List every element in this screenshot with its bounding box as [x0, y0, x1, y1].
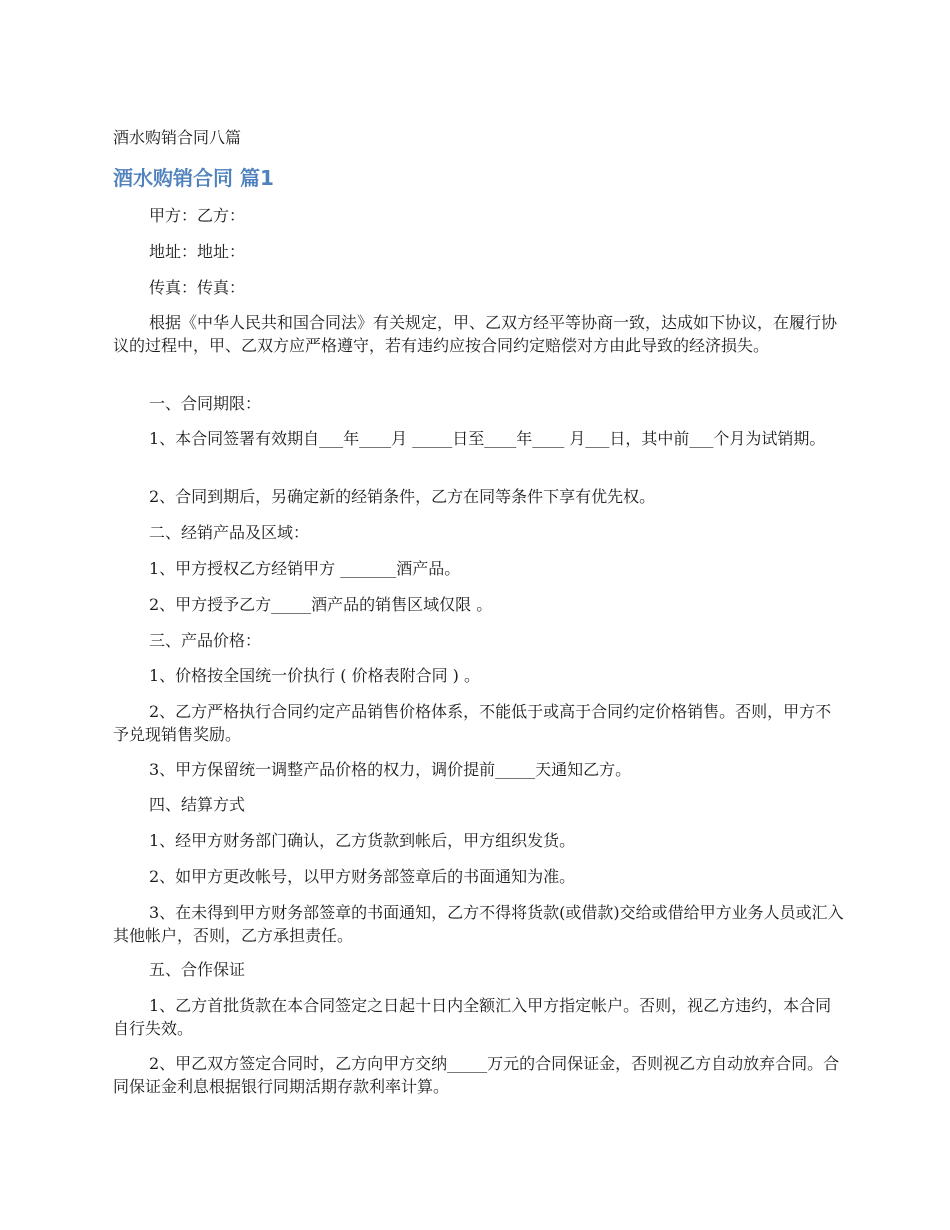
clause-heading-price: 三、产品价格： — [149, 631, 262, 650]
clause-products-1: 1、甲方授权乙方经销甲方 _______酒产品。 — [149, 559, 461, 578]
clause-guarantee-2: 2、甲乙双方签定合同时，乙方向甲方交纳_____万元的合同保证金，否则视乙方自动放弃合同。合同保证金利息根据银行同期活期存款利率计算。 — [113, 1054, 840, 1096]
clause-settlement-3: 3、在未得到甲方财务部签章的书面通知，乙方不得将货款(或借款)交给或借给甲方业务人员或汇入其他帐户，否则，乙方承担责任。 — [113, 903, 844, 945]
section-heading: 酒水购销合同 篇1 — [113, 166, 274, 190]
clause-term-2: 2、合同到期后，另确定新的经销条件，乙方在同等条件下享有优先权。 — [149, 487, 656, 506]
clause-term-1: 1、本合同签署有效期自___年____月 _____日至____年____ 月___日，其中前___个月为试销期。 — [149, 429, 826, 448]
clause-guarantee-1: 1、乙方首批货款在本合同签定之日起十日内全额汇入甲方指定帐户。否则，视乙方违约，本合同自行失效。 — [113, 996, 832, 1038]
clause-price-3: 3、甲方保留统一调整产品价格的权力，调价提前_____天通知乙方。 — [149, 760, 632, 779]
clause-heading-guarantee: 五、合作保证 — [149, 960, 246, 979]
clause-settlement-1: 1、经甲方财务部门确认，乙方货款到帐后，甲方组织发货。 — [149, 831, 576, 850]
paragraph-party-names: 甲方：乙方： — [149, 206, 246, 225]
paragraph-addresses: 地址：地址： — [149, 242, 246, 261]
clause-products-2: 2、甲方授予乙方_____酒产品的销售区域仅限 。 — [149, 595, 493, 614]
clause-heading-settlement: 四、结算方式 — [149, 795, 246, 814]
clause-heading-products: 二、经销产品及区域： — [149, 523, 310, 542]
paragraph-preamble: 根据《中华人民共和国合同法》有关规定，甲、乙双方经平等协商一致，达成如下协议，在履行协议的过程中，甲、乙双方应严格遵守，若有违约应按合同约定赔偿对方由此导致的经济损失。 — [113, 313, 838, 355]
clause-settlement-2: 2、如甲方更改帐号，以甲方财务部签章后的书面通知为准。 — [149, 867, 576, 886]
clause-price-1: 1、价格按全国统一价执行 ( 价格表附合同 ) 。 — [149, 666, 481, 685]
document-title: 酒水购销合同八篇 — [113, 128, 242, 147]
clause-heading-term: 一、合同期限： — [149, 394, 262, 413]
paragraph-fax: 传真：传真： — [149, 278, 246, 297]
clause-price-2: 2、乙方严格执行合同约定产品销售价格体系，不能低于或高于合同约定价格销售。否则，甲方不予兑现销售奖励。 — [113, 702, 832, 744]
